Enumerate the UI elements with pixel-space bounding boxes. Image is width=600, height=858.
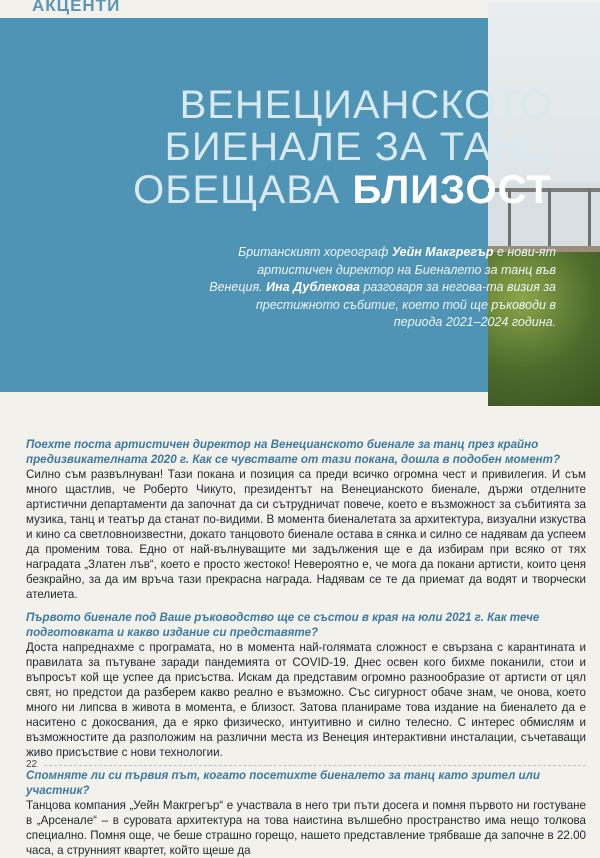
question-3: Спомняте ли си първия път, когато посетихте биеналето за танц като зрител или участник? <box>26 769 540 797</box>
article-lead <box>206 244 556 332</box>
footer-rule <box>44 765 586 766</box>
title-line-2: БИЕНАЛЕ ЗА ТАНЦ <box>164 125 552 170</box>
lead-part-2: е нови-ят артистичен директор на Биеналето за танц във Венеция. <box>209 245 556 294</box>
lead-part-3: разговаря за негова-та визия за престижното събитие, което той ще ръководи в периода 2021–2024 година. <box>255 280 556 329</box>
page-footer <box>26 761 586 771</box>
page-number: 22 <box>26 759 38 770</box>
lead-name-2: Ина Дублекова <box>266 280 360 294</box>
article-body <box>26 437 586 858</box>
section-label: АКЦЕНТИ <box>32 0 121 15</box>
answer-1: Силно съм развълнуван! Тази покана и позиция са преди всичко огромна чест и привилегия. И съм много щастлив, че Роберто Чикуто, президентът на Венецианското биенале, държи отделните артистични департаменти да започнат да си сътрудничат повече, което е възможност за събитията за музика, танц и театър да станат по-видими. В момента биеналетата за архитектура, визуални изкуства и кино са светловноизвестни, докато танцовото биенале остава в сянка и силно се надявам да успеем да променим това. Едно от най-вълнуващите ми задължения ще е да избирам при всяко от тях наградата „Златен лъв“, което е просто жестоко! Невероятно е, че мога да покани артисти, които ценя безкрайно, за да им връча тази прекрасна награда. Надявам се те да приемат да водят и творчески ателиета. <box>26 468 586 601</box>
title-line-1: ВЕНЕЦИАНСКОТО <box>179 83 552 127</box>
title-line-3-bold: БЛИЗОСТ <box>352 167 552 212</box>
lead-name-1: Уейн Макгрегър <box>391 245 494 259</box>
lead-part-1: Британският хореограф <box>238 245 392 259</box>
title-line-3 <box>132 169 552 211</box>
question-1: Поехте поста артистичен директор на Венецианското биенале за танц през крайно предизвикателната 2020 г. Как се чувствате от тази покана, дошла в подобен момент? <box>26 438 561 466</box>
answer-3: Танцова компания „Уейн Макгрегър“ е участвала в него три пъти досега и помня първото ни гостуване в „Арсенале“ – в суровата архитектура на това наистина вълшебно пространство има нещо толкова специално. Помня още, че беше страшно горещо, нашето представление трябваше да започне в 22.00 часа, а струнният квартет, който щеше да <box>26 799 586 857</box>
photo-railing-post <box>588 188 591 248</box>
article-title <box>132 84 552 211</box>
title-line-3-regular: ОБЕЩАВА <box>133 167 353 212</box>
question-2: Първото биенале под Ваше ръководство ще се състои в края на юли 2021 г. Как тече подготовката и какво издание си представяте? <box>26 611 540 639</box>
answer-2: Доста напреднахме с програмата, но в момента най-голямата сложност е свързана с карантината и правилата за пътуване заради пандемията от COVID-19. Днес освен кого бихме поканили, стои и въпросът кой ще успее да присъства. Искам да представим огромно разнообразие от артисти от цял свят, но предстои да разберем какво реално е възможно. Със сигурност обаче знам, че онова, което много ни липсва в живота в момента, е близост. Затова планираме това издание на биеналето да е наситено с докосвания, да е ярко физическо, интуитивно и силно телесно. С интерес обмислям и възможностите да разположим на различни места из Венеция интерактивни инсталации, съчетаващи живо присъствие с нови технологии. <box>26 641 586 759</box>
